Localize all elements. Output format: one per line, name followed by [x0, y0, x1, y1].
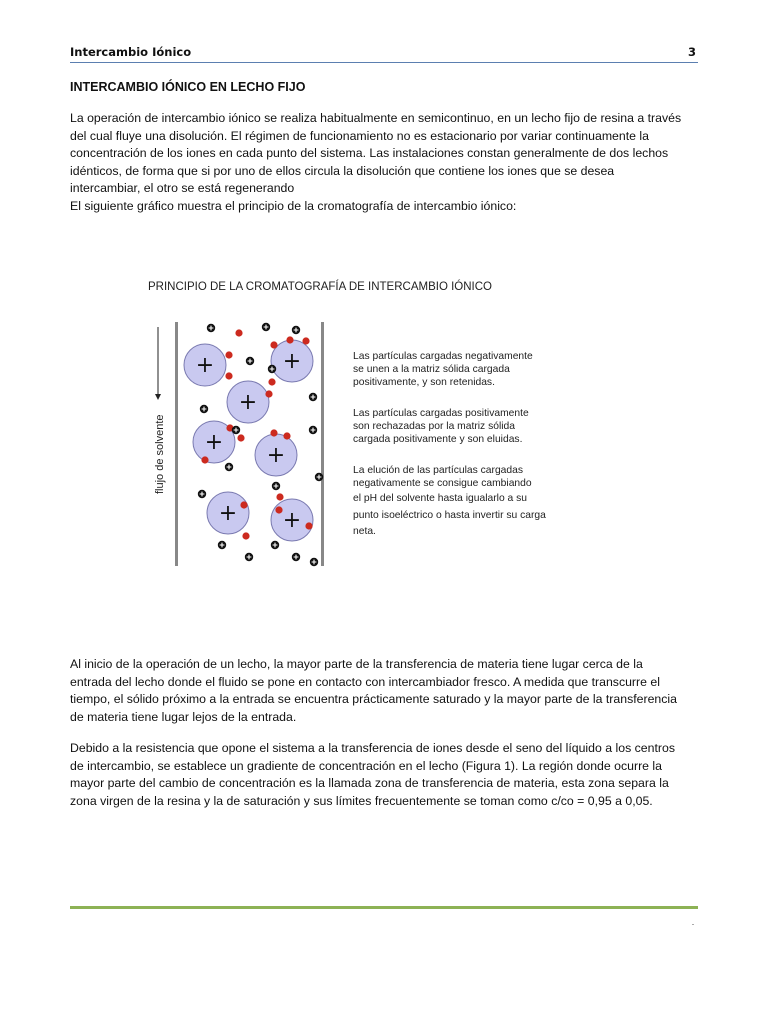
caption-line: negativamente se consigue cambiando: [353, 478, 532, 489]
bead-plus-icon: +: [266, 443, 286, 468]
footer-mark: [692, 924, 694, 925]
header-divider: [70, 62, 698, 63]
bead-plus-icon: +: [238, 390, 258, 415]
text-line: concentración de los iones en cada punto del sistema. Las instalaciones constan generalmente de dos lechos: [70, 146, 669, 161]
negative-particle: [242, 532, 249, 539]
caption-line: La elución de las partículas cargadas: [353, 465, 524, 476]
text-line: Al inicio de la operación de un lecho, la mayor parte de la transferencia de materia tiene lugar cerca de la: [70, 657, 643, 671]
caption-line: se unen a la matriz sólida cargada: [353, 364, 510, 375]
positive-particle: [309, 426, 317, 434]
header-title: Intercambio Iónico: [70, 45, 192, 59]
text-line: Debido a la resistencia que opone el sistema a la transferencia de iones desde el seno del líquido a los centros: [70, 741, 675, 755]
negative-particle: [268, 378, 275, 385]
caption-eluted: [353, 408, 529, 445]
positive-particle: [292, 326, 300, 334]
text-line: del cual fluye una disolución. El régimen de funcionamiento no es estacionario por variar continuamente la: [70, 128, 649, 143]
text-line: entrada del lecho donde el fluido se pone en contacto con intercambiador fresco. A medida que transcurre el: [70, 674, 660, 689]
bead-plus-icon: +: [218, 501, 238, 526]
resin-bead: [255, 434, 297, 476]
positive-particle: [310, 558, 318, 566]
negative-particle: [225, 351, 232, 358]
resin-bead: [184, 344, 226, 386]
negative-particle: [276, 493, 283, 500]
bead-plus-icon: +: [282, 349, 302, 374]
positive-particle: [315, 473, 323, 481]
positive-particle: [271, 541, 279, 549]
caption-line: neta.: [353, 526, 376, 537]
negative-particle: [225, 372, 232, 379]
footer-divider: [70, 906, 698, 909]
flow-label: flujo de solvente: [154, 414, 166, 494]
positive-particle: [245, 553, 253, 561]
caption-line: punto isoeléctrico o hasta invertir su carga: [353, 510, 546, 521]
text-line: de intercambio, se establece un gradiente de concentración en el lecho (Figura 1). La región donde ocurre la: [70, 758, 662, 773]
text-line: mayor parte del cambio de concentración es la llamada zona de transferencia de materia, esta zona separa la: [70, 776, 669, 791]
page-header: [70, 44, 698, 62]
positive-particle: [268, 365, 276, 373]
flow-arrow-icon: [155, 394, 161, 400]
paragraph-operation-start: [70, 656, 700, 726]
positive-particle: [232, 426, 240, 434]
positive-particle: [309, 393, 317, 401]
text-line: idénticos, de forma que si por uno de ellos circula la disolución que contiene los iones que se desea: [70, 163, 615, 178]
caption-line: Las partículas cargadas negativamente: [353, 351, 533, 362]
text-line: zona virgen de la resina y la de saturación y sus límites frecuentemente se toman como c/co = 0,95 a 0,05.: [70, 793, 653, 808]
positive-particle: [198, 490, 206, 498]
text-line: tiempo, el sólido próximo a la entrada se encuentra prácticamente saturado y la mayor parte de la transferencia: [70, 692, 677, 707]
column-right-wall: [321, 322, 324, 566]
negative-particle: [305, 522, 312, 529]
positive-particle: [207, 324, 215, 332]
positive-particle: [200, 405, 208, 413]
caption-retained: [353, 351, 533, 388]
column-left-wall: [175, 322, 178, 566]
positive-particle: [225, 463, 233, 471]
caption-elution: [353, 465, 546, 537]
caption-line: cargada positivamente y son eluidas.: [353, 434, 523, 445]
resin-bead: [207, 492, 249, 534]
negative-particle: [235, 329, 242, 336]
negative-particle: [270, 429, 277, 436]
text-line: de materia tiene lugar lejos de la entrada.: [70, 709, 297, 724]
bead-plus-icon: +: [195, 353, 215, 378]
text-line: El siguiente gráfico muestra el principio de la cromatografía de intercambio iónico:: [70, 198, 517, 213]
positive-particle: [218, 541, 226, 549]
caption-line: Las partículas cargadas positivamente: [353, 408, 529, 419]
resin-bead: [271, 499, 313, 541]
paragraph-intro: [70, 110, 700, 216]
resin-bead: [227, 381, 269, 423]
text-line: intercambiar, el otro se está regenerando: [70, 181, 295, 196]
bead-plus-icon: +: [282, 508, 302, 533]
ion-exchange-figure: [146, 272, 616, 582]
negative-particle: [270, 341, 277, 348]
positive-particle: [246, 357, 254, 365]
positive-particle: [272, 482, 280, 490]
negative-particle: [286, 336, 293, 343]
negative-particle: [275, 506, 282, 513]
paragraph-transfer-zone: [70, 740, 700, 810]
negative-particle: [201, 456, 208, 463]
negative-particle: [283, 432, 290, 439]
text-line: La operación de intercambio iónico se realiza habitualmente en semicontinuo, en un lecho fijo de resina a través: [70, 111, 682, 125]
caption-line: positivamente, y son retenidas.: [353, 377, 495, 388]
bead-plus-icon: +: [204, 430, 224, 455]
positive-particle: [292, 553, 300, 561]
negative-particle: [237, 434, 244, 441]
resin-beads: [184, 340, 313, 541]
negative-particle: [302, 337, 309, 344]
negative-particle: [240, 501, 247, 508]
page-number: 3: [687, 45, 696, 59]
positive-particle: [262, 323, 270, 331]
caption-line: el pH del solvente hasta igualarlo a su: [353, 493, 528, 504]
caption-line: son rechazadas por la matriz sólida: [353, 421, 515, 432]
figure-title: PRINCIPIO DE LA CROMATOGRAFÍA DE INTERCAMBIO IÓNICO: [148, 281, 492, 293]
section-heading: INTERCAMBIO IÓNICO EN LECHO FIJO: [70, 80, 306, 94]
negative-particle: [265, 390, 272, 397]
